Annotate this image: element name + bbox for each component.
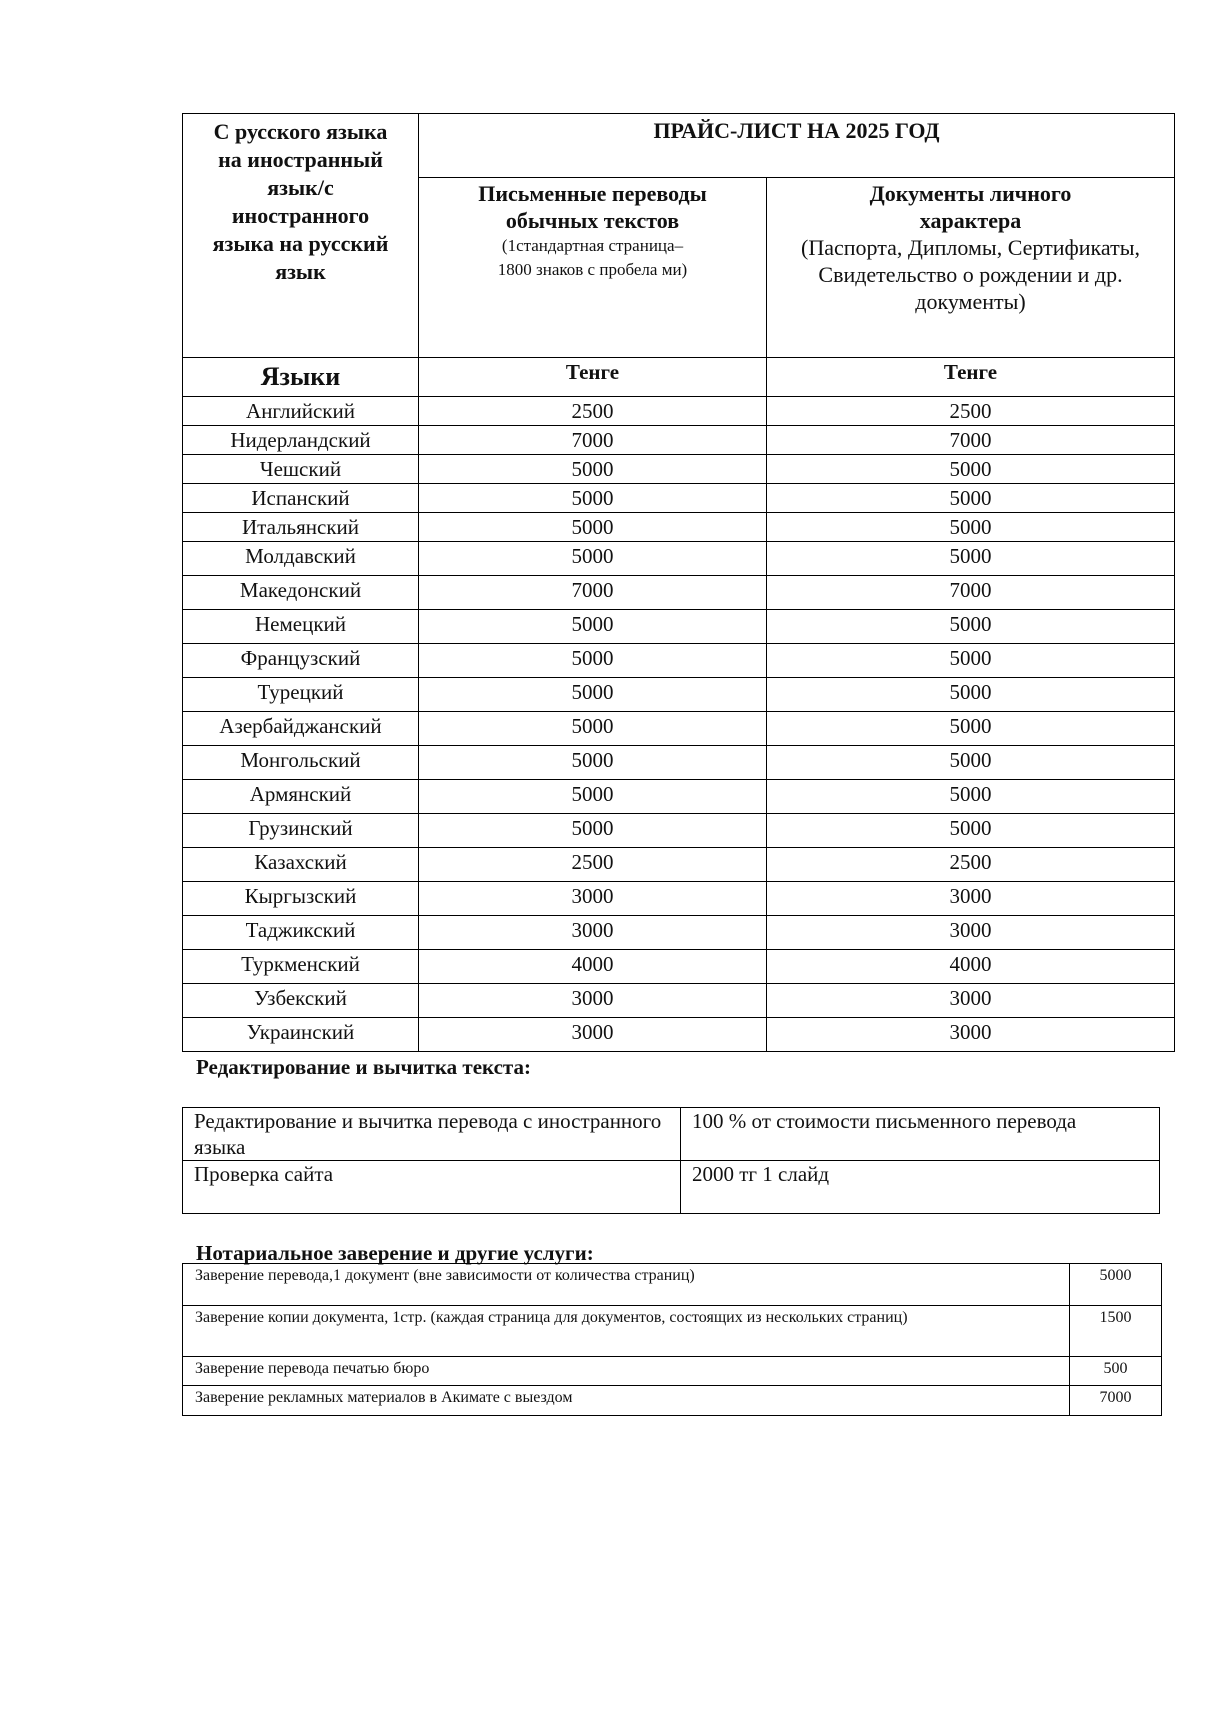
editing-heading: Редактирование и вычитка текста:	[196, 1055, 531, 1079]
table-row	[183, 984, 1175, 1018]
language-cell: Кыргызский	[183, 882, 419, 916]
language-cell: Армянский	[183, 780, 419, 814]
language-cell: Таджикский	[183, 916, 419, 950]
table-row	[183, 484, 1175, 513]
language-cell: Английский	[183, 397, 419, 426]
table-row	[183, 1161, 1160, 1214]
documents-header	[767, 178, 1175, 358]
service-cell: Редактирование и вычитка перевода с иностранного языка	[183, 1108, 681, 1161]
price-cell: 5000	[1070, 1264, 1162, 1306]
table-row	[183, 1306, 1162, 1357]
table-row	[183, 644, 1175, 678]
currency-documents: Тенге	[767, 358, 1175, 397]
written-translation-header	[419, 178, 767, 358]
written-price-cell: 3000	[419, 1018, 767, 1052]
written-price-cell: 5000	[419, 780, 767, 814]
language-cell: Испанский	[183, 484, 419, 513]
documents-price-cell: 2500	[767, 848, 1175, 882]
written-price-cell: 5000	[419, 610, 767, 644]
table-row	[183, 1357, 1162, 1386]
written-price-cell: 5000	[419, 484, 767, 513]
language-rows	[183, 397, 1175, 1052]
table-row	[183, 1386, 1162, 1416]
price-cell: 2000 тг 1 слайд	[681, 1161, 1160, 1214]
documents-price-cell: 5000	[767, 814, 1175, 848]
price-table	[182, 113, 1175, 1052]
table-row	[183, 1018, 1175, 1052]
notary-table	[182, 1263, 1162, 1416]
documents-price-cell: 5000	[767, 678, 1175, 712]
table-row	[183, 916, 1175, 950]
documents-price-cell: 3000	[767, 984, 1175, 1018]
service-cell: Заверение рекламных материалов в Акимате с выездом	[183, 1386, 1070, 1416]
table-row	[183, 950, 1175, 984]
written-price-cell: 3000	[419, 882, 767, 916]
table-row	[183, 426, 1175, 455]
documents-price-cell: 5000	[767, 542, 1175, 576]
documents-price-cell: 5000	[767, 610, 1175, 644]
written-price-cell: 5000	[419, 814, 767, 848]
language-cell: Немецкий	[183, 610, 419, 644]
price-cell: 500	[1070, 1357, 1162, 1386]
written-price-cell: 5000	[419, 455, 767, 484]
documents-price-cell: 4000	[767, 950, 1175, 984]
documents-title: Документы личного характера	[869, 181, 1072, 233]
service-cell: Заверение перевода печатью бюро	[183, 1357, 1070, 1386]
language-cell: Грузинский	[183, 814, 419, 848]
table-row	[183, 678, 1175, 712]
table-row	[183, 780, 1175, 814]
documents-price-cell: 5000	[767, 712, 1175, 746]
documents-price-cell: 3000	[767, 916, 1175, 950]
language-cell: Чешский	[183, 455, 419, 484]
editing-table	[182, 1107, 1160, 1214]
written-price-cell: 3000	[419, 916, 767, 950]
price-cell: 1500	[1070, 1306, 1162, 1357]
price-list-title: ПРАЙС-ЛИСТ НА 2025 ГОД	[419, 114, 1175, 178]
documents-price-cell: 7000	[767, 426, 1175, 455]
currency-written: Тенге	[419, 358, 767, 397]
written-price-cell: 7000	[419, 426, 767, 455]
language-cell: Итальянский	[183, 513, 419, 542]
written-price-cell: 3000	[419, 984, 767, 1018]
language-cell: Турецкий	[183, 678, 419, 712]
table-row	[183, 746, 1175, 780]
language-cell: Молдавский	[183, 542, 419, 576]
written-price-cell: 7000	[419, 576, 767, 610]
table-row	[183, 610, 1175, 644]
languages-label: Языки	[183, 358, 419, 397]
documents-price-cell: 2500	[767, 397, 1175, 426]
language-cell: Нидерландский	[183, 426, 419, 455]
language-cell: Македонский	[183, 576, 419, 610]
service-cell: Проверка сайта	[183, 1161, 681, 1214]
table-row	[183, 397, 1175, 426]
language-cell: Азербайджанский	[183, 712, 419, 746]
language-cell: Туркменский	[183, 950, 419, 984]
service-cell: Заверение копии документа, 1стр. (каждая страница для документов, состоящих из нескольких страниц)	[183, 1306, 1070, 1357]
written-price-cell: 5000	[419, 513, 767, 542]
written-price-cell: 5000	[419, 712, 767, 746]
table-row	[183, 848, 1175, 882]
documents-price-cell: 5000	[767, 746, 1175, 780]
language-cell: Казахский	[183, 848, 419, 882]
documents-price-cell: 5000	[767, 513, 1175, 542]
documents-price-cell: 5000	[767, 644, 1175, 678]
written-price-cell: 2500	[419, 848, 767, 882]
written-price-cell: 5000	[419, 678, 767, 712]
table-row	[183, 814, 1175, 848]
written-translation-title: Письменные переводы обычных текстов	[478, 181, 707, 233]
table-row	[183, 712, 1175, 746]
table-row	[183, 1108, 1160, 1161]
language-cell: Французский	[183, 644, 419, 678]
documents-note: (Паспорта, Дипломы, Сертификаты, Свидетельство о рождении и др. документы)	[801, 235, 1140, 314]
table-row	[183, 513, 1175, 542]
language-cell: Украинский	[183, 1018, 419, 1052]
written-price-cell: 5000	[419, 644, 767, 678]
written-price-cell: 5000	[419, 542, 767, 576]
documents-price-cell: 5000	[767, 455, 1175, 484]
written-translation-note: (1стандартная страница– 1800 знаков с пробела ми)	[497, 236, 688, 279]
documents-price-cell: 3000	[767, 882, 1175, 916]
written-price-cell: 2500	[419, 397, 767, 426]
language-cell: Монгольский	[183, 746, 419, 780]
written-price-cell: 4000	[419, 950, 767, 984]
table-row	[183, 882, 1175, 916]
table-row	[183, 542, 1175, 576]
documents-price-cell: 5000	[767, 780, 1175, 814]
written-price-cell: 5000	[419, 746, 767, 780]
price-cell: 100 % от стоимости письменного перевода	[681, 1108, 1160, 1161]
table-row	[183, 1264, 1162, 1306]
table-row	[183, 455, 1175, 484]
service-cell: Заверение перевода,1 документ (вне зависимости от количества страниц)	[183, 1264, 1070, 1306]
table-row	[183, 576, 1175, 610]
price-cell: 7000	[1070, 1386, 1162, 1416]
language-cell: Узбекский	[183, 984, 419, 1018]
documents-price-cell: 5000	[767, 484, 1175, 513]
direction-label: С русского языка на иностранный язык/с иностранного языка на русский язык	[183, 114, 419, 358]
notary-heading: Нотариальное заверение и другие услуги:	[196, 1241, 594, 1265]
documents-price-cell: 3000	[767, 1018, 1175, 1052]
documents-price-cell: 7000	[767, 576, 1175, 610]
